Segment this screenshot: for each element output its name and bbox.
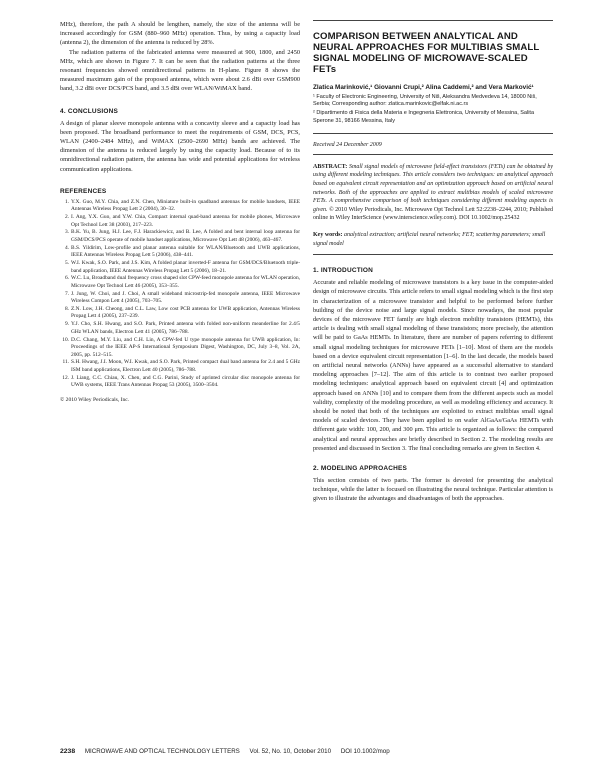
reference-number: 6.: [64, 275, 69, 282]
abstract-body: Small signal models of microwave field-effect transistors (FETs) can be obtained by using different modeling techniques. This article considers two techniques: an analytical approach based on equivalent circuit representation and an optimization approach based on artificial neural networks. Both of the approaches are applied to extract multibias models of scaled microwave FETs. A comprehensive comparison of both techniques considering different modeling aspects is given.: [313, 163, 554, 213]
modeling-heading: 2. MODELING APPROACHES: [313, 465, 408, 473]
reference-number: 9.: [64, 321, 69, 328]
conclusions-text: A design of planar sleeve monopole antenna with a concavity sleeve and a capacity load has been proposed. The broadband performance to meet the requirements of GSM, DCS, PCS, WLAN (2400–2484 MHz), and WiMAX (2500–2690 MHz) bands are achieved. The dimension of the antenna is reduced largely by using the capacity load. Because of to its omnidirectional radiation pattern, the antenna has wide and potential applications for wireless communication applications.: [60, 119, 300, 173]
reference-text: W.I. Kwak, S.O. Park, and J.S. Kim, A folded planar inverted-F antenna for GSM/DCS/Bluetooth triple-band application, IEEE Antennas Wireless Propag Lett 5 (2006), 18–21.: [71, 260, 300, 274]
page-footer: [60, 748, 553, 755]
reference-text: S.H. Hwang, J.I. Moon, W.I. Kwak, and S.O. Park, Printed compact dual band antenna for 2.4 and 5 GHz ISM band applications, Electron Lett 40 (2005), 786–788.: [71, 359, 300, 373]
reference-text: D.C. Chang, M.Y. Liu, and C.H. Lin, A CPW-fed U type monopole antenna for UWB application, In: Proceedings of the IEEE AP-S International Symposium Digest, Washington, DC, July 3–8, Vol. 2A, 2005, pp. 512–515.: [71, 336, 300, 358]
reference-item: [60, 214, 300, 229]
paragraph-radiation: The radiation patterns of the fabricated antenna were measured at 900, 1800, and 2450 MHz, which are shown in Figure 7. It can be seen that the radiation patterns at the three resonant frequencies showed omnidirectional patterns in H-plane. Figure 8 shows the measured maximum gain of the proposed antenna, which were about 2.6 dBi over GSM900 band, 3.2 dBi over DCS/PCS band, and 3.5 dBi over WLAN/WiMAX band.: [60, 48, 300, 93]
abstract: [313, 163, 553, 223]
reference-number: 7.: [64, 290, 69, 297]
reference-number: 11.: [62, 359, 69, 366]
references-heading: REFERENCES: [60, 187, 107, 195]
reference-item: [60, 229, 300, 244]
reference-text: Y.J. Cho, S.H. Hwang, and S.O. Park, Printed antenna with folded non-uniform meanderline for 2.4/5 GHz WLAN bands, Electron Lett 41 (2005), 786–788.: [71, 321, 300, 335]
modeling-text: This section consists of two parts. The former is devoted for presenting the analytical technique, while the latter is focused on illustrating the neural technique. Particular attention is given to illustrate the advantages and disadvantages of both the approaches.: [313, 477, 553, 503]
reference-item: [60, 375, 300, 390]
reference-number: 8.: [64, 305, 69, 312]
affiliation-1: ¹ Faculty of Electronic Engineering, University of Niš, Aleksandra Medvedeva 14, 18000 Niš, Serbia; Corresponding author: zlatica.marinkovic@elfak.ni.ac.rs: [313, 94, 537, 108]
reference-number: 10.: [62, 336, 69, 343]
conclusions-heading: 4. CONCLUSIONS: [60, 107, 119, 115]
journal-doi: DOI 10.1002/mop: [340, 748, 390, 755]
reference-number: 2.: [64, 214, 69, 221]
left-column: [60, 20, 300, 403]
reference-item: [60, 291, 300, 306]
journal-issue: Vol. 52, No. 10, October 2010: [249, 748, 332, 755]
abstract-label: ABSTRACT:: [313, 163, 348, 170]
reference-text: I. Ang, Y.X. Guo, and Y.W. Chia, Compact internal quad-band antenna for mobile phones, Microwave Opt Technol Lett 38 (2003), 217–223.: [71, 214, 300, 228]
reference-text: B.K. Yu, B. Jung, H.J. Lee, F.J. Harackiewicz, and B. Lee, A folded and bent internal loop antenna for GSM/DCS/PCS operate of mobile handset applications, Microwave Opt Lett 48 (2006), 463–467.: [71, 229, 300, 243]
right-column: [313, 20, 553, 504]
keywords: [313, 231, 553, 248]
article-title: COMPARISON BETWEEN ANALYTICAL AND NEURAL APPROACHES FOR MULTIBIAS SMALL SIGNAL MODELING OF MICROWAVE-SCALED FETs: [313, 31, 540, 75]
reference-item: [60, 321, 300, 336]
reference-item: [60, 306, 300, 321]
paragraph-continued: MHz), therefore, the path A should be lengthen, namely, the size of the antenna will be increased accordingly for GSM (880–960 MHz) operation. Thus, by using a capacity load (antenna 2), the dimension of the antenna is reduced by 28%.: [60, 21, 300, 47]
reference-text: Y.X. Guo, M.Y. Chia, and Z.N. Chen, Miniature built-in quadband antennas for mobile handsets, IEEE Antennas Wireless Propag Lett 2 (2004), 30–32.: [71, 198, 300, 213]
page-number: 2238: [60, 748, 76, 755]
copyright-notice: © 2010 Wiley Periodicals, Inc.: [60, 396, 130, 403]
reference-text: W.C. Lu, Broadband dual frequency cross shaped slot CPW-feed monopole antenna for WLAN operation, Microwave Opt Technol Lett 46 (2005), 353–355.: [71, 275, 300, 289]
affiliation-2: ² Dipartimento di Fisica della Materia e Ingegneria Elettronica, University of Messina, Salita Sperone 31, 98166 Messina, Italy: [313, 110, 535, 124]
keywords-list: analytical extraction; artificial neural networks; FET; scattering parameters; small signal model: [313, 231, 546, 247]
reference-text: B.S. Yildirim, Low-profile and planar antenna suitable for WLAN/Bluetooth and UWB applications, IEEE Antennas Wireless Propag Lett 5 (2006), 438–441.: [71, 244, 300, 259]
journal-name: MICROWAVE AND OPTICAL TECHNOLOGY LETTERS: [84, 748, 240, 755]
reference-item: [60, 260, 300, 275]
reference-item: [60, 337, 300, 360]
reference-number: 1.: [64, 198, 69, 205]
reference-number: 5.: [64, 260, 69, 267]
reference-text: Z.N. Low, J.H. Cheong, and C.L. Law, Low cost PCB antenna for UWB application, Antennas Wireless Propag Lett 4 (2005), 237–239.: [71, 305, 300, 320]
reference-item: [60, 245, 300, 260]
reference-number: 3.: [64, 229, 69, 236]
abstract-tail: © 2010 Wiley Periodicals, Inc. Microwave Opt Technol Lett 52:2238–2244, 2010; Published online in Wiley InterScience (www.interscience.wiley.com). DOI 10.1002/mop.25432: [313, 206, 554, 222]
keywords-label: Key words:: [313, 231, 343, 238]
reference-text: J. Liang, C.C. Chiau, X. Chen, and C.G. Parini, Study of aprinted circular disc monopole antenna for UWB systems, IEEE Trans Antennas Propag 53 (2005), 3500–3504.: [71, 374, 300, 389]
abstract-divider: [313, 154, 553, 155]
reference-item: [60, 359, 300, 374]
references-list: [60, 199, 300, 390]
reference-number: 4.: [64, 244, 69, 251]
reference-item: [60, 199, 300, 214]
keywords-divider: [313, 254, 553, 255]
introduction-text: Accurate and reliable modeling of microwave transistors is a key issue in the computer-aided design of microwave circuits. This article refers to small signal modeling which is the first step in characterization of a microwave transistor and helpful to be performed before further building of the device noise and large signal models. Since nowadays, the most popular devices of the microwave FET family are high electron mobility transistors (HEMTs), this article is dealing with small signal modeling of these transistors; more precisely, the attention will be paid to GaAs HEMTs. In literature, there are number of papers referring to different small signal modeling techniques for microwave FETs [1–10]. Most of them are the models based on a device equivalent circuit representation [1–6]. In the last decade, the models based on artificial neural networks (ANNs) have appeared as a successful alternative to standard modeling approaches [7–12]. The aim of this article is to contrast two earlier proposed modeling techniques: analytical approach based on equivalent circuit [4] and optimization approach based on ANNs [10] and to compare them from the different aspects such as model validity, complexity of the modeling procedure, as well as modeling efficiency and accuracy. It should be noted that both of the techniques are exploited to extract multibias small signal models of scaled devices. They have been applied to on wafer AlGaAs/GaAs HEMTs with different gate width: 100, 200, and 300 μm. This article is organized as follows: the compared analytical and neural approaches are briefly described in Section 2. The modeling results are presented and discussed in Section 3. The final concluding remarks are given in Section 4.: [313, 279, 553, 452]
reference-number: 12.: [62, 374, 69, 381]
header-divider: [313, 133, 553, 134]
received-date: Received 24 December 2009: [313, 141, 382, 148]
article-authors: Zlatica Marinković,¹ Giovanni Crupi,² Alina Caddemi,² and Vera Marković¹: [313, 84, 534, 91]
reference-item: [60, 275, 300, 290]
introduction-heading: 1. INTRODUCTION: [313, 267, 374, 275]
title-divider: [313, 20, 553, 21]
reference-text: J. Jung, W. Choi, and J. Choi, A small wideband microstrip-fed monopole antenna, IEEE Microwave Wireless Compon Lett 4 (2005), 703–705.: [71, 290, 300, 305]
